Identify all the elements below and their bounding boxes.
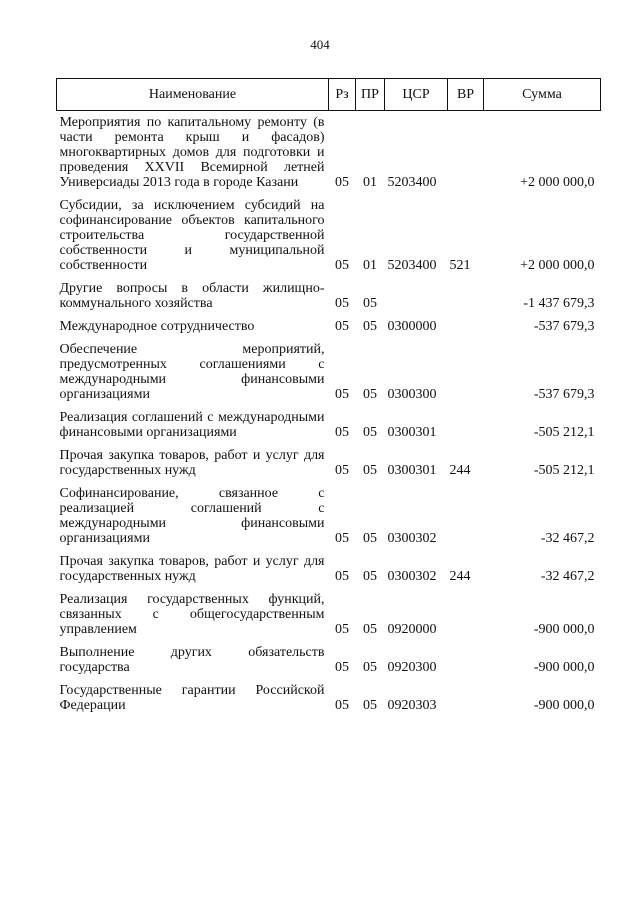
row-rz: 05 [335,622,349,637]
row-pr: 05 [363,425,377,440]
table-row [57,554,601,592]
header-row [57,79,601,111]
row-vr [448,592,484,645]
row-vr [448,486,484,554]
row-name: Мероприятия по капитальному ремонту (в части ремонта крыш и фасадов) многоквартирных домов для подготовки и проведения XXVII Всемирной летней Универсиады 2013 года в городе Казани [59,115,325,190]
row-csr: 0920303 [387,698,437,713]
table-row [57,486,601,554]
table-row [57,683,601,721]
row-rz: 05 [335,425,349,440]
row-csr [385,281,448,319]
row-vr: 244 [449,463,471,478]
row-rz: 05 [335,387,349,402]
row-csr: 5203400 [387,175,437,190]
header-csr: ЦСР [385,79,448,111]
table-row [57,281,601,319]
row-name: Субсидии, за исключением субсидий на софинансирование объектов капитального строительства государственной собственности и муниципальной собственности [59,198,325,273]
row-csr: 0920000 [387,622,437,637]
row-pr: 05 [363,387,377,402]
row-name: Прочая закупка товаров, работ и услуг для государственных нужд [59,554,325,584]
table-row [57,410,601,448]
table-row [57,448,601,486]
row-sum: -32 467,2 [540,569,595,584]
row-pr: 05 [363,660,377,675]
row-name: Государственные гарантии Российской Федерации [59,683,325,713]
row-sum: -505 212,1 [533,463,595,478]
row-sum: -505 212,1 [533,425,595,440]
row-vr [448,111,484,199]
row-vr [448,683,484,721]
table-row [57,111,601,199]
table-header [57,79,601,111]
row-rz: 05 [335,698,349,713]
row-sum: -32 467,2 [540,531,595,546]
row-rz: 05 [335,296,349,311]
row-csr: 0300000 [387,319,437,334]
row-pr: 05 [363,319,377,334]
table-body [57,111,601,722]
table-row [57,319,601,342]
row-pr: 05 [363,463,377,478]
row-rz: 05 [335,463,349,478]
row-pr: 05 [363,296,377,311]
row-pr: 05 [363,569,377,584]
row-csr: 0920300 [387,660,437,675]
row-sum: -900 000,0 [533,698,595,713]
page-number: 404 [310,37,330,52]
row-vr [448,319,484,342]
table-row [57,645,601,683]
row-sum: -900 000,0 [533,660,595,675]
row-csr: 0300300 [387,387,437,402]
row-vr: 521 [449,258,471,273]
row-sum: -900 000,0 [533,622,595,637]
row-pr: 05 [363,531,377,546]
budget-table [56,78,601,721]
row-name: Международное сотрудничество [59,319,255,334]
row-rz: 05 [335,319,349,334]
row-rz: 05 [335,569,349,584]
row-sum: -537 679,3 [533,387,595,402]
header-sum: Сумма [484,79,601,111]
row-vr [448,645,484,683]
row-name: Обеспечение мероприятий, предусмотренных соглашениями с международными финансовыми организациями [59,342,325,402]
table-row [57,342,601,410]
row-name: Выполнение других обязательств государства [59,645,325,675]
row-name: Реализация соглашений с международными финансовыми организациями [59,410,325,440]
row-name: Прочая закупка товаров, работ и услуг для государственных нужд [59,448,325,478]
row-sum: -537 679,3 [533,319,595,334]
row-sum: +2 000 000,0 [520,175,595,190]
row-sum: -1 437 679,3 [523,296,595,311]
row-rz: 05 [335,175,349,190]
row-csr: 0300302 [387,531,437,546]
row-csr: 0300302 [387,569,437,584]
row-csr: 0300301 [387,425,437,440]
header-pr: ПР [356,79,385,111]
row-pr: 01 [363,175,377,190]
row-vr [448,281,484,319]
header-vr: ВР [448,79,484,111]
table-row [57,592,601,645]
header-name: Наименование [57,79,329,111]
row-vr [448,410,484,448]
row-vr: 244 [449,569,471,584]
row-sum: +2 000 000,0 [520,258,595,273]
row-csr: 0300301 [387,463,437,478]
table-row [57,198,601,281]
row-vr [448,342,484,410]
row-rz: 05 [335,660,349,675]
header-rz: Рз [329,79,356,111]
row-pr: 05 [363,622,377,637]
row-name: Другие вопросы в области жилищно-коммунального хозяйства [59,281,325,311]
row-name: Софинансирование, связанное с реализацией соглашений с международными финансовыми организациями [59,486,325,546]
row-pr: 01 [363,258,377,273]
row-rz: 05 [335,531,349,546]
row-rz: 05 [335,258,349,273]
row-pr: 05 [363,698,377,713]
row-csr: 5203400 [387,258,437,273]
row-name: Реализация государственных функций, связанных с общегосударственным управлением [59,592,325,637]
